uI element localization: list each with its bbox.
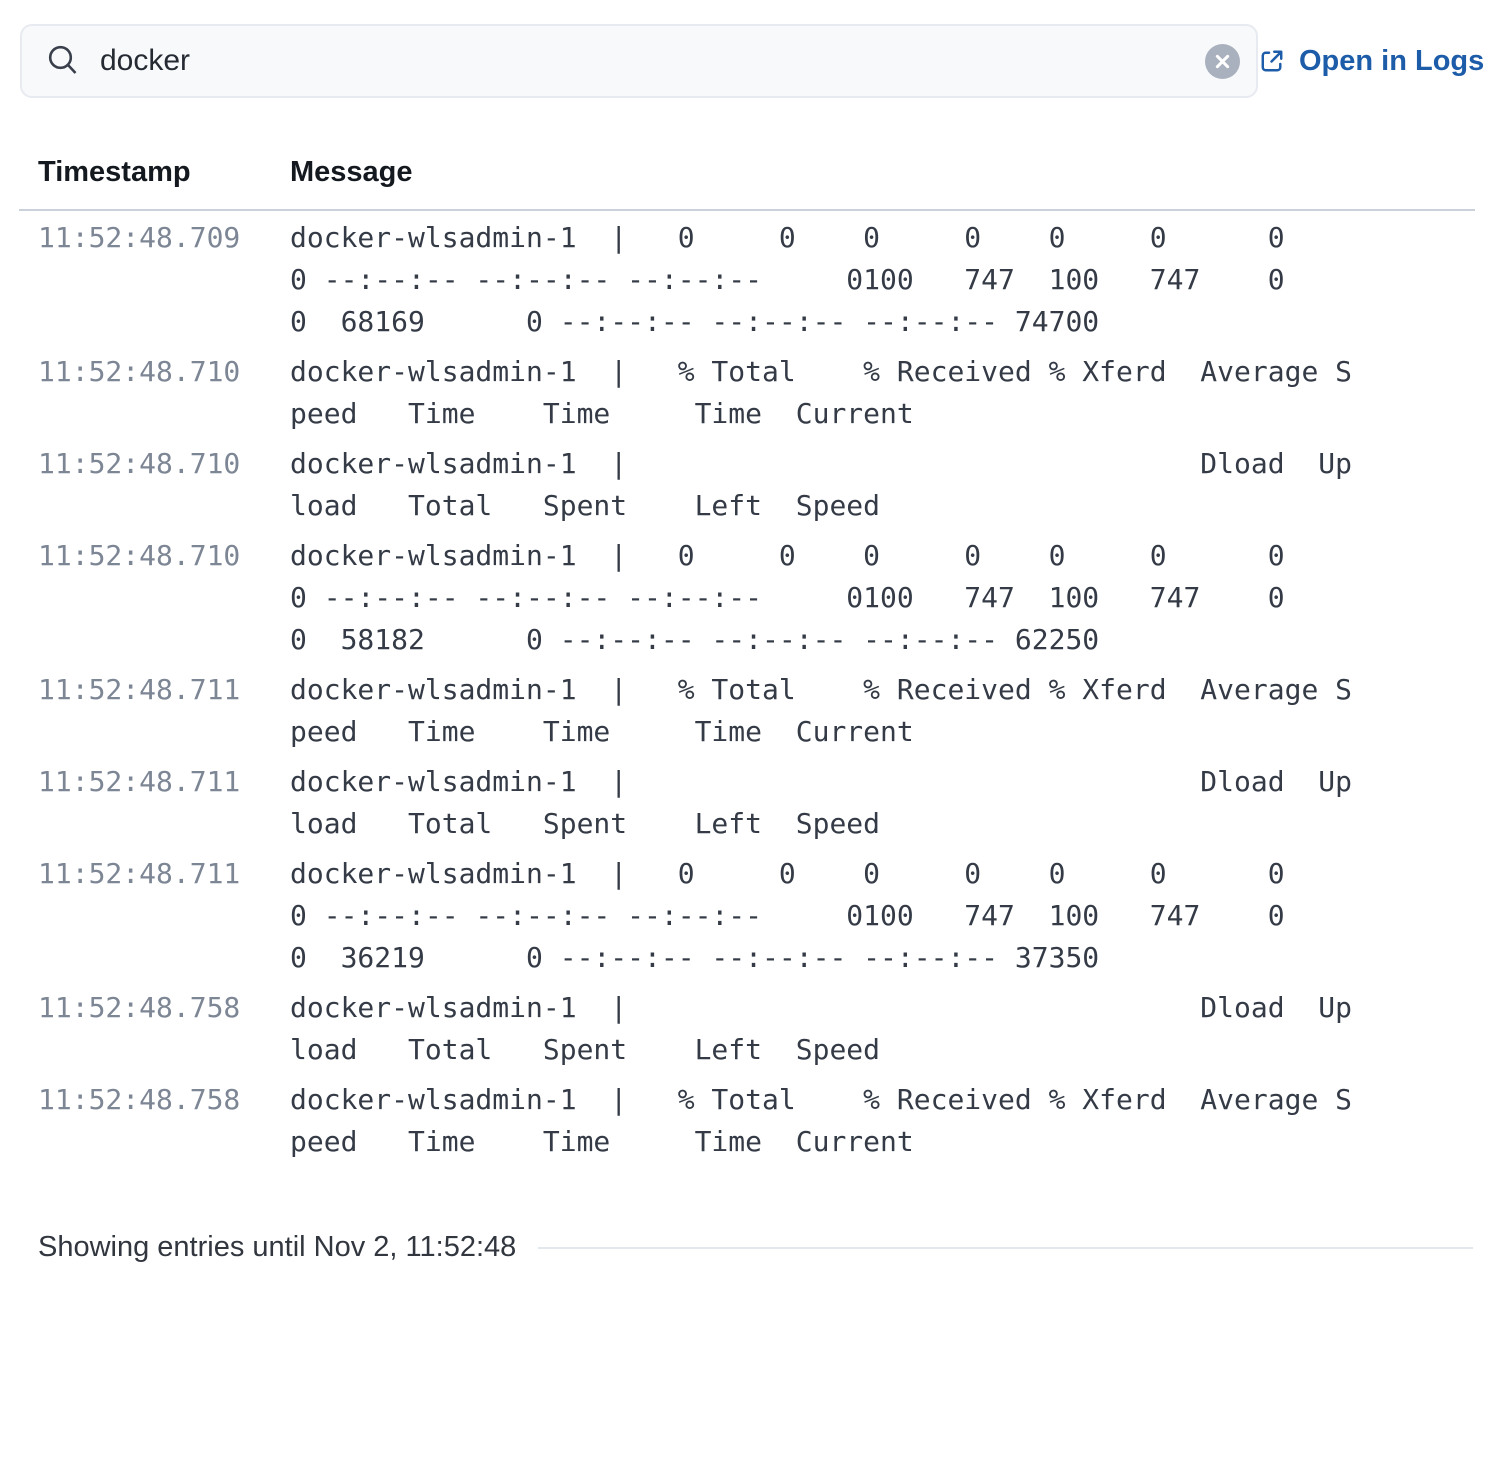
log-row[interactable] — [19, 531, 1475, 665]
log-message-line: docker-wlsadmin-1 | 0 0 0 0 0 0 0 — [290, 539, 1285, 572]
log-message-line: docker-wlsadmin-1 | 0 0 0 0 0 0 0 — [290, 857, 1285, 890]
showing-entries-text: Showing entries until Nov 2, 11:52:48 — [38, 1231, 517, 1263]
search-box — [20, 24, 1258, 98]
log-row[interactable] — [19, 213, 1475, 347]
log-message-line: docker-wlsadmin-1 | 0 0 0 0 0 0 0 — [290, 221, 1285, 254]
log-message-line: peed Time Time Time Current — [290, 1125, 914, 1158]
log-timestamp: 11:52:48.758 — [38, 991, 241, 1024]
clear-search-button[interactable] — [1205, 44, 1240, 79]
log-message — [271, 351, 1352, 435]
log-table-body — [19, 211, 1475, 1167]
log-timestamp: 11:52:48.711 — [38, 857, 241, 890]
log-message — [271, 669, 1352, 753]
log-row[interactable] — [19, 849, 1475, 983]
search-icon — [46, 44, 80, 78]
log-message — [271, 535, 1285, 661]
open-in-logs-link[interactable] — [1258, 45, 1484, 78]
log-row[interactable] — [19, 439, 1475, 531]
log-message-line: 0 --:--:-- --:--:-- --:--:-- 0100 747 100 747 0 — [290, 263, 1285, 296]
log-message — [271, 443, 1352, 527]
topbar — [0, 0, 1512, 98]
log-message — [271, 853, 1285, 979]
log-message-line: peed Time Time Time Current — [290, 397, 914, 430]
log-row[interactable] — [19, 1075, 1475, 1167]
log-message-line: docker-wlsadmin-1 | Dload Up — [290, 765, 1353, 798]
log-timestamp: 11:52:48.711 — [38, 673, 241, 706]
footer-divider — [538, 1247, 1473, 1249]
search-input[interactable] — [100, 44, 1205, 78]
log-row[interactable] — [19, 983, 1475, 1075]
message-column-header: Message — [290, 156, 413, 188]
log-message-line: 0 58182 0 --:--:-- --:--:-- --:--:-- 62250 — [290, 623, 1100, 656]
log-message-line: load Total Spent Left Speed — [290, 807, 881, 840]
log-message-line: 0 --:--:-- --:--:-- --:--:-- 0100 747 100 747 0 — [290, 581, 1285, 614]
log-message-line: docker-wlsadmin-1 | % Total % Received % Xferd Average S — [290, 355, 1353, 388]
log-timestamp: 11:52:48.758 — [38, 1083, 241, 1116]
log-message-line: load Total Spent Left Speed — [290, 1033, 881, 1066]
log-message-line: load Total Spent Left Speed — [290, 489, 881, 522]
log-message — [271, 987, 1352, 1071]
log-row[interactable] — [19, 347, 1475, 439]
log-row[interactable] — [19, 757, 1475, 849]
log-table-header — [19, 156, 1475, 211]
log-timestamp: 11:52:48.709 — [38, 221, 241, 254]
log-message — [271, 217, 1285, 343]
log-message-line: 0 68169 0 --:--:-- --:--:-- --:--:-- 74700 — [290, 305, 1100, 338]
external-link-icon — [1258, 47, 1286, 75]
log-timestamp: 11:52:48.710 — [38, 539, 241, 572]
log-message-line: peed Time Time Time Current — [290, 715, 914, 748]
close-icon — [1215, 54, 1230, 69]
footer — [38, 1231, 1473, 1264]
log-message — [271, 1079, 1352, 1163]
log-timestamp: 11:52:48.710 — [38, 447, 241, 480]
log-message-line: docker-wlsadmin-1 | Dload Up — [290, 447, 1353, 480]
log-message-line: docker-wlsadmin-1 | Dload Up — [290, 991, 1353, 1024]
timestamp-column-header: Timestamp — [38, 156, 191, 188]
log-row[interactable] — [19, 665, 1475, 757]
log-timestamp: 11:52:48.711 — [38, 765, 241, 798]
log-timestamp: 11:52:48.710 — [38, 355, 241, 388]
log-table — [19, 156, 1475, 1167]
log-message-line: docker-wlsadmin-1 | % Total % Received % Xferd Average S — [290, 673, 1353, 706]
log-message — [271, 761, 1352, 845]
open-in-logs-label: Open in Logs — [1299, 44, 1485, 77]
log-message-line: 0 --:--:-- --:--:-- --:--:-- 0100 747 100 747 0 — [290, 899, 1285, 932]
log-message-line: 0 36219 0 --:--:-- --:--:-- --:--:-- 37350 — [290, 941, 1100, 974]
log-message-line: docker-wlsadmin-1 | % Total % Received % Xferd Average S — [290, 1083, 1353, 1116]
